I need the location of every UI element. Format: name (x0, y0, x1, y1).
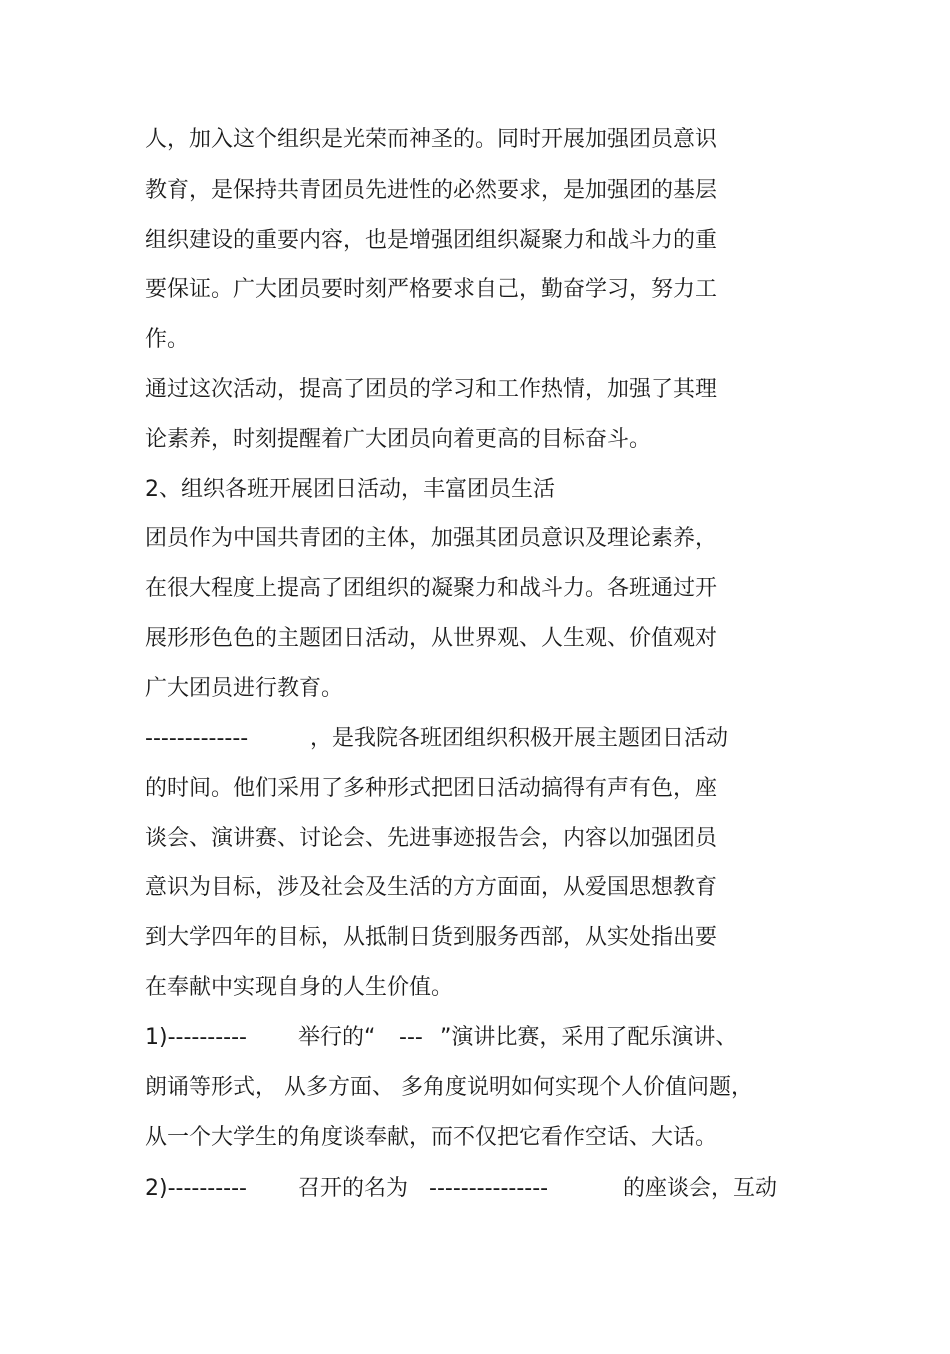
text-line: 意识为目标，涉及社会及生活的方方面面，从爱国思想教育 (145, 875, 718, 900)
text-line: 要保证。广大团员要时刻严格要求自己，勤奋学习，努力工 (145, 277, 718, 302)
item-number: 1)---------- (145, 1025, 247, 1050)
text-segment: ，是我院各班团组织积极开展主题团日活动 (310, 726, 729, 751)
text-line (145, 1174, 805, 1204)
text-line: 论素养，时刻提醒着广大团员向着更高的目标奋斗。 (145, 427, 652, 452)
item-number: 2)---------- (145, 1176, 247, 1201)
text-line (145, 1023, 785, 1053)
section-heading: 2、组织各班开展团日活动，丰富团员生活 (145, 477, 555, 502)
text-line (145, 724, 765, 754)
text-line: 的时间。他们采用了多种形式把团日活动搞得有声有色，座 (145, 776, 718, 801)
text-segment: ”演讲比赛，采用了配乐演讲、 (440, 1025, 738, 1050)
text-line: 作。 (145, 327, 190, 352)
text-line: 团员作为中国共青团的主体，加强其团员意识及理论素养， (145, 526, 718, 551)
text-segment: 召开的名为 (298, 1176, 409, 1201)
text-line: 展形形色色的主题团日活动，从世界观、人生观、价值观对 (145, 626, 718, 651)
text-segment: 的座谈会，互动 (623, 1176, 778, 1201)
blank-placeholder: --------------- (429, 1176, 549, 1201)
text-line: 朗诵等形式， 从多方面、 多角度说明如何实现个人价值问题， (145, 1075, 753, 1100)
text-line: 到大学四年的目标，从抵制日货到服务西部，从实处指出要 (145, 925, 718, 950)
blank-placeholder: ------------- (145, 726, 249, 751)
blank-placeholder: --- (399, 1025, 423, 1050)
text-line: 在很大程度上提高了团组织的凝聚力和战斗力。各班通过开 (145, 576, 718, 601)
text-line: 教育，是保持共青团员先进性的必然要求，是加强团的基层 (145, 178, 718, 203)
text-line: 在奉献中实现自身的人生价值。 (145, 975, 454, 1000)
text-line: 从一个大学生的角度谈奉献，而不仅把它看作空话、大话。 (145, 1125, 718, 1150)
text-line: 组织建设的重要内容，也是增强团组织凝聚力和战斗力的重 (145, 228, 718, 253)
text-line: 人，加入这个组织是光荣而神圣的。同时开展加强团员意识 (145, 127, 718, 152)
text-line: 谈会、演讲赛、讨论会、先进事迹报告会，内容以加强团员 (145, 826, 718, 851)
text-line: 广大团员进行教育。 (145, 676, 344, 701)
text-segment: 举行的“ (298, 1025, 376, 1050)
text-line: 通过这次活动，提高了团员的学习和工作热情，加强了其理 (145, 377, 718, 402)
